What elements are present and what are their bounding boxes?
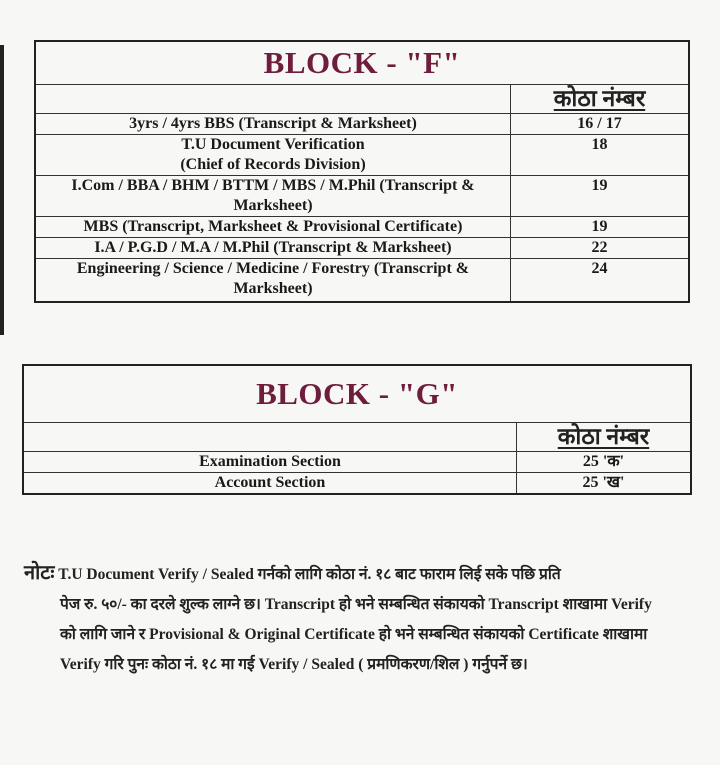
note-line-2: पेज रु. ५०/- का दरले शुल्क लाग्ने छ। Transcript हो भने सम्बन्धित संकायको Transcript शाखामा Verify — [60, 596, 652, 613]
row-label: MBS (Transcript, Marksheet & Provisional Certificate) — [35, 217, 510, 238]
table-row — [35, 114, 689, 135]
table-row — [35, 238, 689, 259]
block-g-header-blank — [23, 423, 516, 452]
block-f-rows — [35, 114, 689, 303]
table-row — [35, 135, 689, 176]
note-line-1 — [24, 558, 704, 590]
table-row — [23, 473, 691, 495]
table-row — [23, 452, 691, 473]
table-row — [35, 259, 689, 303]
row-label: Examination Section — [23, 452, 516, 473]
row-room: 16 / 17 — [510, 114, 689, 135]
block-g-table — [22, 364, 692, 495]
row-room: 19 — [510, 217, 689, 238]
row-label — [35, 259, 510, 303]
note-line-text: T.U Document Verify / Sealed गर्नको लागि कोठा नं. १८ बाट फाराम लिई सके पछि प्रति — [58, 566, 561, 583]
row-label-text: I.Com / BBA / BHM / BTTM / MBS / M.Phil (Transcript & Marksheet) — [71, 177, 475, 214]
block-f-title: BLOCK - "F" — [35, 41, 689, 85]
row-label — [35, 135, 510, 176]
row-room: 25 'ख' — [516, 473, 691, 495]
row-label: 3yrs / 4yrs BBS (Transcript & Marksheet) — [35, 114, 510, 135]
page-edge-line — [0, 45, 4, 335]
row-room: 22 — [510, 238, 689, 259]
row-room: 18 — [510, 135, 689, 176]
block-f-header-blank — [35, 85, 510, 114]
row-room: 25 'क' — [516, 452, 691, 473]
block-g-room-header: कोठा नंम्बर — [516, 423, 691, 452]
block-f-room-header: कोठा नंम्बर — [510, 85, 689, 114]
row-room: 19 — [510, 176, 689, 217]
block-g-title: BLOCK - "G" — [23, 365, 691, 423]
row-label-text: Engineering / Science / Medicine / Forestry (Transcript & Marksheet) — [76, 260, 470, 297]
row-label-text: T.U Document Verification (Chief of Records Division) — [180, 136, 366, 173]
table-row — [35, 176, 689, 217]
row-room: 24 — [510, 259, 689, 303]
block-f-table — [34, 40, 690, 303]
note-line-4: Verify गरि पुनः कोठा नं. १८ मा गई Verify / Sealed ( प्रमणिकरण/शिल ) गर्नुपर्ने छ। — [60, 656, 528, 673]
row-label: Account Section — [23, 473, 516, 495]
note-line-3: को लागि जाने र Provisional & Original Certificate हो भने सम्बन्धित संकायको Certificate शाखामा — [60, 626, 648, 643]
note-paragraph — [24, 558, 704, 680]
row-label — [35, 176, 510, 217]
note-label: नोटः — [24, 562, 55, 584]
row-label: I.A / P.G.D / M.A / M.Phil (Transcript & Marksheet) — [35, 238, 510, 259]
table-row — [35, 217, 689, 238]
